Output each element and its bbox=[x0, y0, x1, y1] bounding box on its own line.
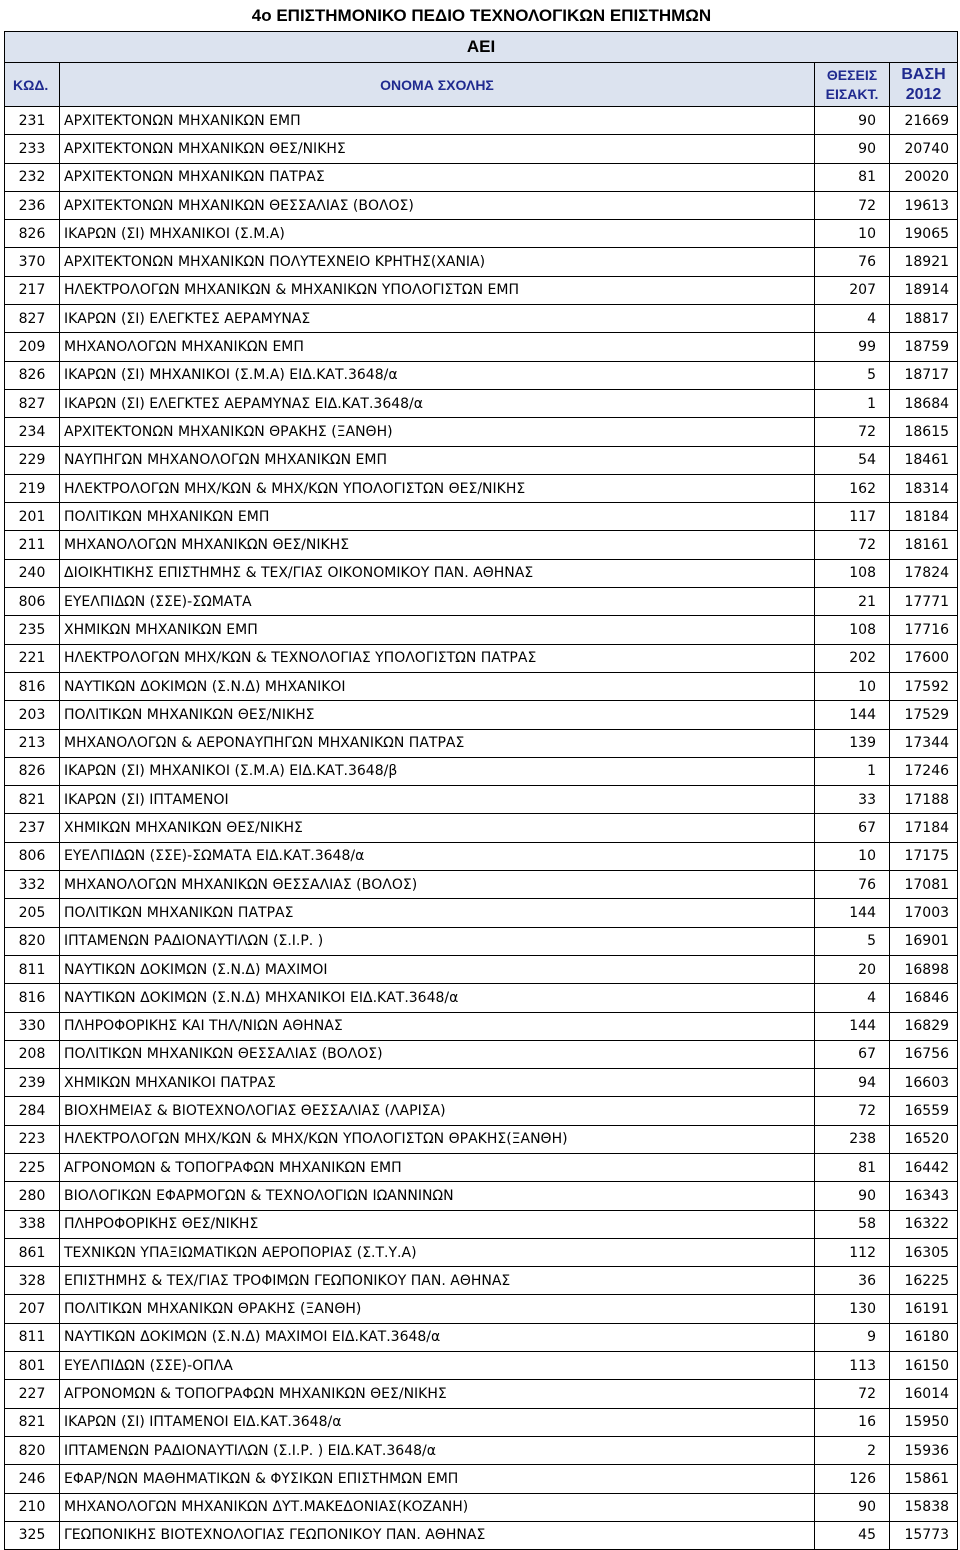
cell-seats: 20 bbox=[815, 955, 890, 983]
cell-score: 16180 bbox=[890, 1323, 958, 1351]
cell-score: 18184 bbox=[890, 503, 958, 531]
cell-school-name: ΒΙΟΛΟΓΙΚΩΝ ΕΦΑΡΜΟΓΩΝ & ΤΕΧΝΟΛΟΓΙΩΝ ΙΩΑΝΝΙΝΩΝ bbox=[60, 1182, 815, 1210]
cell-score: 20740 bbox=[890, 135, 958, 163]
table-row bbox=[5, 1097, 958, 1125]
cell-school-name: ΜΗΧΑΝΟΛΟΓΩΝ ΜΗΧΑΝΙΚΩΝ ΔΥΤ.ΜΑΚΕΔΟΝΙΑΣ(ΚΟΖΑΝΗ) bbox=[60, 1493, 815, 1521]
admissions-table bbox=[4, 31, 958, 1550]
cell-school-name: ΙΚΑΡΩΝ (ΣΙ) ΕΛΕΓΚΤΕΣ ΑΕΡΑΜΥΝΑΣ bbox=[60, 305, 815, 333]
table-row bbox=[5, 474, 958, 502]
cell-score: 17344 bbox=[890, 729, 958, 757]
cell-school-name: ΠΟΛΙΤΙΚΩΝ ΜΗΧΑΝΙΚΩΝ ΠΑΤΡΑΣ bbox=[60, 899, 815, 927]
table-row bbox=[5, 191, 958, 219]
cell-code: 234 bbox=[5, 418, 60, 446]
cell-seats: 130 bbox=[815, 1295, 890, 1323]
cell-school-name: ΝΑΥΤΙΚΩΝ ΔΟΚΙΜΩΝ (Σ.Ν.Δ) ΜΑΧΙΜΟΙ ΕΙΔ.ΚΑΤ.3648/α bbox=[60, 1323, 815, 1351]
cell-code: 338 bbox=[5, 1210, 60, 1238]
cell-school-name: ΒΙΟΧΗΜΕΙΑΣ & ΒΙΟΤΕΧΝΟΛΟΓΙΑΣ ΘΕΣΣΑΛΙΑΣ (ΛΑΡΙΣΑ) bbox=[60, 1097, 815, 1125]
table-subheader bbox=[5, 32, 958, 63]
cell-seats: 10 bbox=[815, 842, 890, 870]
cell-score: 17175 bbox=[890, 842, 958, 870]
cell-score: 16305 bbox=[890, 1238, 958, 1266]
cell-score: 16559 bbox=[890, 1097, 958, 1125]
table-row bbox=[5, 1408, 958, 1436]
header-seats-line2: ΕΙΣΑΚΤ. bbox=[825, 85, 879, 102]
cell-score: 15861 bbox=[890, 1465, 958, 1493]
cell-seats: 67 bbox=[815, 814, 890, 842]
table-row bbox=[5, 644, 958, 672]
cell-school-name: ΤΕΧΝΙΚΩΝ ΥΠΑΞΙΩΜΑΤΙΚΩΝ ΑΕΡΟΠΟΡΙΑΣ (Σ.Τ.Υ.Α) bbox=[60, 1238, 815, 1266]
cell-score: 19065 bbox=[890, 220, 958, 248]
cell-code: 328 bbox=[5, 1267, 60, 1295]
cell-code: 246 bbox=[5, 1465, 60, 1493]
table-row bbox=[5, 955, 958, 983]
table-row bbox=[5, 1380, 958, 1408]
cell-seats: 1 bbox=[815, 389, 890, 417]
cell-code: 325 bbox=[5, 1521, 60, 1549]
cell-seats: 10 bbox=[815, 672, 890, 700]
cell-code: 225 bbox=[5, 1153, 60, 1181]
cell-seats: 90 bbox=[815, 135, 890, 163]
cell-school-name: ΗΛΕΚΤΡΟΛΟΓΩΝ ΜΗΧ/ΚΩΝ & ΤΕΧΝΟΛΟΓΙΑΣ ΥΠΟΛΟΓΙΣΤΩΝ ΠΑΤΡΑΣ bbox=[60, 644, 815, 672]
cell-code: 820 bbox=[5, 927, 60, 955]
table-row bbox=[5, 1521, 958, 1549]
cell-seats: 4 bbox=[815, 984, 890, 1012]
cell-code: 203 bbox=[5, 701, 60, 729]
cell-code: 816 bbox=[5, 672, 60, 700]
table-row bbox=[5, 1125, 958, 1153]
cell-seats: 113 bbox=[815, 1352, 890, 1380]
cell-score: 16322 bbox=[890, 1210, 958, 1238]
cell-score: 18161 bbox=[890, 531, 958, 559]
cell-seats: 2 bbox=[815, 1436, 890, 1464]
cell-seats: 1 bbox=[815, 757, 890, 785]
cell-school-name: ΧΗΜΙΚΩΝ ΜΗΧΑΝΙΚΩΝ ΕΜΠ bbox=[60, 616, 815, 644]
cell-seats: 144 bbox=[815, 701, 890, 729]
cell-seats: 144 bbox=[815, 1012, 890, 1040]
cell-seats: 112 bbox=[815, 1238, 890, 1266]
cell-school-name: ΑΓΡΟΝΟΜΩΝ & ΤΟΠΟΓΡΑΦΩΝ ΜΗΧΑΝΙΚΩΝ ΕΜΠ bbox=[60, 1153, 815, 1181]
table-row bbox=[5, 1238, 958, 1266]
cell-score: 19613 bbox=[890, 191, 958, 219]
cell-score: 21669 bbox=[890, 107, 958, 135]
cell-score: 15950 bbox=[890, 1408, 958, 1436]
cell-seats: 117 bbox=[815, 503, 890, 531]
cell-code: 208 bbox=[5, 1040, 60, 1068]
cell-seats: 162 bbox=[815, 474, 890, 502]
header-score bbox=[890, 63, 958, 107]
cell-seats: 108 bbox=[815, 616, 890, 644]
cell-score: 18314 bbox=[890, 474, 958, 502]
cell-code: 201 bbox=[5, 503, 60, 531]
cell-school-name: ΔΙΟΙΚΗΤΙΚΗΣ ΕΠΙΣΤΗΜΗΣ & ΤΕΧ/ΓΙΑΣ ΟΙΚΟΝΟΜΙΚΟΥ ΠΑΝ. ΑΘΗΝΑΣ bbox=[60, 559, 815, 587]
cell-school-name: ΑΡΧΙΤΕΚΤΟΝΩΝ ΜΗΧΑΝΙΚΩΝ ΘΕΣΣΑΛΙΑΣ (ΒΟΛΟΣ) bbox=[60, 191, 815, 219]
cell-score: 17824 bbox=[890, 559, 958, 587]
table-row bbox=[5, 559, 958, 587]
cell-seats: 9 bbox=[815, 1323, 890, 1351]
cell-code: 221 bbox=[5, 644, 60, 672]
cell-code: 801 bbox=[5, 1352, 60, 1380]
table-row bbox=[5, 1295, 958, 1323]
table-row bbox=[5, 814, 958, 842]
cell-score: 18684 bbox=[890, 389, 958, 417]
cell-code: 806 bbox=[5, 588, 60, 616]
cell-seats: 36 bbox=[815, 1267, 890, 1295]
header-score-line1: ΒΑΣΗ bbox=[901, 65, 946, 83]
cell-seats: 10 bbox=[815, 220, 890, 248]
page-title: 4ο ΕΠΙΣΤΗΜΟΝΙΚΟ ΠΕΔΙΟ ΤΕΧΝΟΛΟΓΙΚΩΝ ΕΠΙΣΤΗΜΩΝ bbox=[251, 6, 712, 25]
cell-school-name: ΑΡΧΙΤΕΚΤΟΝΩΝ ΜΗΧΑΝΙΚΩΝ ΠΟΛΥΤΕΧΝΕΙΟ ΚΡΗΤΗΣ(ΧΑΝΙΑ) bbox=[60, 248, 815, 276]
cell-school-name: ΙΚΑΡΩΝ (ΣΙ) ΜΗΧΑΝΙΚΟΙ (Σ.Μ.Α) ΕΙΔ.ΚΑΤ.3648/α bbox=[60, 361, 815, 389]
table-row bbox=[5, 1267, 958, 1295]
table-row bbox=[5, 333, 958, 361]
cell-score: 16829 bbox=[890, 1012, 958, 1040]
cell-score: 16901 bbox=[890, 927, 958, 955]
cell-score: 17600 bbox=[890, 644, 958, 672]
cell-school-name: ΠΟΛΙΤΙΚΩΝ ΜΗΧΑΝΙΚΩΝ ΘΕΣΣΑΛΙΑΣ (ΒΟΛΟΣ) bbox=[60, 1040, 815, 1068]
table-row bbox=[5, 672, 958, 700]
cell-seats: 76 bbox=[815, 248, 890, 276]
cell-seats: 144 bbox=[815, 899, 890, 927]
cell-code: 229 bbox=[5, 446, 60, 474]
cell-school-name: ΑΡΧΙΤΕΚΤΟΝΩΝ ΜΗΧΑΝΙΚΩΝ ΕΜΠ bbox=[60, 107, 815, 135]
cell-school-name: ΠΟΛΙΤΙΚΩΝ ΜΗΧΑΝΙΚΩΝ ΘΕΣ/ΝΙΚΗΣ bbox=[60, 701, 815, 729]
cell-code: 806 bbox=[5, 842, 60, 870]
cell-school-name: ΓΕΩΠΟΝΙΚΗΣ ΒΙΟΤΕΧΝΟΛΟΓΙΑΣ ΓΕΩΠΟΝΙΚΟΥ ΠΑΝ. ΑΘΗΝΑΣ bbox=[60, 1521, 815, 1549]
cell-school-name: ΜΗΧΑΝΟΛΟΓΩΝ ΜΗΧΑΝΙΚΩΝ ΘΕΣ/ΝΙΚΗΣ bbox=[60, 531, 815, 559]
table-row bbox=[5, 1040, 958, 1068]
cell-score: 17188 bbox=[890, 786, 958, 814]
cell-seats: 5 bbox=[815, 927, 890, 955]
cell-seats: 72 bbox=[815, 418, 890, 446]
cell-score: 17003 bbox=[890, 899, 958, 927]
cell-code: 205 bbox=[5, 899, 60, 927]
cell-school-name: ΙΠΤΑΜΕΝΩΝ ΡΑΔΙΟΝΑΥΤΙΛΩΝ (Σ.Ι.Ρ. ) bbox=[60, 927, 815, 955]
table-row bbox=[5, 899, 958, 927]
table-row bbox=[5, 1465, 958, 1493]
cell-school-name: ΕΥΕΛΠΙΔΩΝ (ΣΣΕ)-ΟΠΛΑ bbox=[60, 1352, 815, 1380]
cell-seats: 202 bbox=[815, 644, 890, 672]
header-seats-line1: ΘΕΣΕΙΣ bbox=[826, 66, 878, 83]
table-row bbox=[5, 729, 958, 757]
table-body bbox=[5, 107, 958, 1550]
header-seats bbox=[815, 63, 890, 107]
table-row bbox=[5, 107, 958, 135]
cell-school-name: ΝΑΥΠΗΓΩΝ ΜΗΧΑΝΟΛΟΓΩΝ ΜΗΧΑΝΙΚΩΝ ΕΜΠ bbox=[60, 446, 815, 474]
cell-code: 821 bbox=[5, 786, 60, 814]
table-row bbox=[5, 276, 958, 304]
cell-seats: 54 bbox=[815, 446, 890, 474]
cell-school-name: ΕΦΑΡ/ΝΩΝ ΜΑΘΗΜΑΤΙΚΩΝ & ΦΥΣΙΚΩΝ ΕΠΙΣΤΗΜΩΝ ΕΜΠ bbox=[60, 1465, 815, 1493]
cell-seats: 72 bbox=[815, 531, 890, 559]
cell-score: 20020 bbox=[890, 163, 958, 191]
cell-seats: 99 bbox=[815, 333, 890, 361]
cell-code: 227 bbox=[5, 1380, 60, 1408]
cell-school-name: ΙΚΑΡΩΝ (ΣΙ) ΕΛΕΓΚΤΕΣ ΑΕΡΑΜΥΝΑΣ ΕΙΔ.ΚΑΤ.3648/α bbox=[60, 389, 815, 417]
cell-seats: 4 bbox=[815, 305, 890, 333]
cell-code: 211 bbox=[5, 531, 60, 559]
cell-school-name: ΑΡΧΙΤΕΚΤΟΝΩΝ ΜΗΧΑΝΙΚΩΝ ΘΕΣ/ΝΙΚΗΣ bbox=[60, 135, 815, 163]
table-row bbox=[5, 531, 958, 559]
table-row bbox=[5, 786, 958, 814]
table-row bbox=[5, 1153, 958, 1181]
cell-score: 17592 bbox=[890, 672, 958, 700]
cell-seats: 139 bbox=[815, 729, 890, 757]
cell-seats: 207 bbox=[815, 276, 890, 304]
table-row bbox=[5, 927, 958, 955]
cell-score: 15773 bbox=[890, 1521, 958, 1549]
cell-score: 16898 bbox=[890, 955, 958, 983]
table-row bbox=[5, 616, 958, 644]
cell-school-name: ΙΚΑΡΩΝ (ΣΙ) ΜΗΧΑΝΙΚΟΙ (Σ.Μ.Α) ΕΙΔ.ΚΑΤ.3648/β bbox=[60, 757, 815, 785]
table-row bbox=[5, 842, 958, 870]
cell-score: 17184 bbox=[890, 814, 958, 842]
cell-score: 16846 bbox=[890, 984, 958, 1012]
table-row bbox=[5, 1352, 958, 1380]
cell-code: 210 bbox=[5, 1493, 60, 1521]
cell-school-name: ΝΑΥΤΙΚΩΝ ΔΟΚΙΜΩΝ (Σ.Ν.Δ) ΜΑΧΙΜΟΙ bbox=[60, 955, 815, 983]
cell-school-name: ΗΛΕΚΤΡΟΛΟΓΩΝ ΜΗΧ/ΚΩΝ & ΜΗΧ/ΚΩΝ ΥΠΟΛΟΓΙΣΤΩΝ ΘΕΣ/ΝΙΚΗΣ bbox=[60, 474, 815, 502]
cell-school-name: ΝΑΥΤΙΚΩΝ ΔΟΚΙΜΩΝ (Σ.Ν.Δ) ΜΗΧΑΝΙΚΟΙ bbox=[60, 672, 815, 700]
cell-score: 16191 bbox=[890, 1295, 958, 1323]
cell-score: 16520 bbox=[890, 1125, 958, 1153]
table-row bbox=[5, 361, 958, 389]
cell-code: 207 bbox=[5, 1295, 60, 1323]
table-row bbox=[5, 418, 958, 446]
cell-school-name: ΠΛΗΡΟΦΟΡΙΚΗΣ ΚΑΙ ΤΗΛ/ΝΙΩΝ ΑΘΗΝΑΣ bbox=[60, 1012, 815, 1040]
cell-code: 237 bbox=[5, 814, 60, 842]
cell-school-name: ΝΑΥΤΙΚΩΝ ΔΟΚΙΜΩΝ (Σ.Ν.Δ) ΜΗΧΑΝΙΚΟΙ ΕΙΔ.ΚΑΤ.3648/α bbox=[60, 984, 815, 1012]
cell-seats: 72 bbox=[815, 1097, 890, 1125]
institution-type: ΑΕΙ bbox=[5, 32, 958, 63]
cell-code: 811 bbox=[5, 1323, 60, 1351]
cell-seats: 238 bbox=[815, 1125, 890, 1153]
cell-school-name: ΙΠΤΑΜΕΝΩΝ ΡΑΔΙΟΝΑΥΤΙΛΩΝ (Σ.Ι.Ρ. ) ΕΙΔ.ΚΑΤ.3648/α bbox=[60, 1436, 815, 1464]
cell-score: 16014 bbox=[890, 1380, 958, 1408]
cell-school-name: ΠΛΗΡΟΦΟΡΙΚΗΣ ΘΕΣ/ΝΙΚΗΣ bbox=[60, 1210, 815, 1238]
table-row bbox=[5, 1323, 958, 1351]
cell-seats: 58 bbox=[815, 1210, 890, 1238]
cell-score: 18817 bbox=[890, 305, 958, 333]
cell-code: 827 bbox=[5, 305, 60, 333]
cell-seats: 33 bbox=[815, 786, 890, 814]
cell-seats: 72 bbox=[815, 191, 890, 219]
cell-seats: 126 bbox=[815, 1465, 890, 1493]
cell-score: 16150 bbox=[890, 1352, 958, 1380]
cell-code: 826 bbox=[5, 361, 60, 389]
cell-school-name: ΙΚΑΡΩΝ (ΣΙ) ΙΠΤΑΜΕΝΟΙ ΕΙΔ.ΚΑΤ.3648/α bbox=[60, 1408, 815, 1436]
table-row bbox=[5, 220, 958, 248]
cell-school-name: ΑΡΧΙΤΕΚΤΟΝΩΝ ΜΗΧΑΝΙΚΩΝ ΠΑΤΡΑΣ bbox=[60, 163, 815, 191]
table-row bbox=[5, 305, 958, 333]
table-row bbox=[5, 1012, 958, 1040]
cell-seats: 81 bbox=[815, 1153, 890, 1181]
cell-seats: 81 bbox=[815, 163, 890, 191]
cell-code: 209 bbox=[5, 333, 60, 361]
cell-score: 15838 bbox=[890, 1493, 958, 1521]
cell-score: 18461 bbox=[890, 446, 958, 474]
cell-school-name: ΜΗΧΑΝΟΛΟΓΩΝ ΜΗΧΑΝΙΚΩΝ ΕΜΠ bbox=[60, 333, 815, 361]
cell-score: 17529 bbox=[890, 701, 958, 729]
cell-score: 16603 bbox=[890, 1069, 958, 1097]
cell-seats: 108 bbox=[815, 559, 890, 587]
table-row bbox=[5, 248, 958, 276]
cell-school-name: ΑΓΡΟΝΟΜΩΝ & ΤΟΠΟΓΡΑΦΩΝ ΜΗΧΑΝΙΚΩΝ ΘΕΣ/ΝΙΚΗΣ bbox=[60, 1380, 815, 1408]
cell-school-name: ΧΗΜΙΚΩΝ ΜΗΧΑΝΙΚΩΝ ΘΕΣ/ΝΙΚΗΣ bbox=[60, 814, 815, 842]
table-row bbox=[5, 1069, 958, 1097]
table-row bbox=[5, 871, 958, 899]
cell-score: 16343 bbox=[890, 1182, 958, 1210]
cell-code: 231 bbox=[5, 107, 60, 135]
cell-school-name: ΗΛΕΚΤΡΟΛΟΓΩΝ ΜΗΧΑΝΙΚΩΝ & ΜΗΧΑΝΙΚΩΝ ΥΠΟΛΟΓΙΣΤΩΝ ΕΜΠ bbox=[60, 276, 815, 304]
cell-code: 219 bbox=[5, 474, 60, 502]
cell-school-name: ΠΟΛΙΤΙΚΩΝ ΜΗΧΑΝΙΚΩΝ ΘΡΑΚΗΣ (ΞΑΝΘΗ) bbox=[60, 1295, 815, 1323]
table-row bbox=[5, 1436, 958, 1464]
table-row bbox=[5, 588, 958, 616]
table-row bbox=[5, 1210, 958, 1238]
cell-score: 16756 bbox=[890, 1040, 958, 1068]
cell-code: 217 bbox=[5, 276, 60, 304]
table-row bbox=[5, 163, 958, 191]
cell-seats: 45 bbox=[815, 1521, 890, 1549]
cell-school-name: ΑΡΧΙΤΕΚΤΟΝΩΝ ΜΗΧΑΝΙΚΩΝ ΘΡΑΚΗΣ (ΞΑΝΘΗ) bbox=[60, 418, 815, 446]
column-header-row bbox=[5, 63, 958, 107]
table-row bbox=[5, 446, 958, 474]
cell-seats: 76 bbox=[815, 871, 890, 899]
table-row bbox=[5, 701, 958, 729]
cell-seats: 94 bbox=[815, 1069, 890, 1097]
cell-seats: 16 bbox=[815, 1408, 890, 1436]
cell-school-name: ΕΥΕΛΠΙΔΩΝ (ΣΣΕ)-ΣΩΜΑΤΑ ΕΙΔ.ΚΑΤ.3648/α bbox=[60, 842, 815, 870]
table-row bbox=[5, 984, 958, 1012]
cell-code: 330 bbox=[5, 1012, 60, 1040]
cell-score: 15936 bbox=[890, 1436, 958, 1464]
cell-code: 811 bbox=[5, 955, 60, 983]
table-row bbox=[5, 389, 958, 417]
cell-code: 236 bbox=[5, 191, 60, 219]
table-row bbox=[5, 1182, 958, 1210]
cell-code: 370 bbox=[5, 248, 60, 276]
cell-score: 17771 bbox=[890, 588, 958, 616]
cell-code: 232 bbox=[5, 163, 60, 191]
cell-code: 223 bbox=[5, 1125, 60, 1153]
table-row bbox=[5, 757, 958, 785]
table-row bbox=[5, 503, 958, 531]
cell-school-name: ΧΗΜΙΚΩΝ ΜΗΧΑΝΙΚΟΙ ΠΑΤΡΑΣ bbox=[60, 1069, 815, 1097]
cell-score: 17246 bbox=[890, 757, 958, 785]
cell-seats: 72 bbox=[815, 1380, 890, 1408]
cell-code: 861 bbox=[5, 1238, 60, 1266]
cell-code: 284 bbox=[5, 1097, 60, 1125]
cell-school-name: ΕΥΕΛΠΙΔΩΝ (ΣΣΕ)-ΣΩΜΑΤΑ bbox=[60, 588, 815, 616]
header-score-line2: 2012 bbox=[905, 85, 942, 103]
cell-code: 239 bbox=[5, 1069, 60, 1097]
cell-code: 233 bbox=[5, 135, 60, 163]
cell-code: 826 bbox=[5, 757, 60, 785]
cell-seats: 90 bbox=[815, 1182, 890, 1210]
cell-score: 16225 bbox=[890, 1267, 958, 1295]
cell-school-name: ΙΚΑΡΩΝ (ΣΙ) ΜΗΧΑΝΙΚΟΙ (Σ.Μ.Α) bbox=[60, 220, 815, 248]
cell-seats: 5 bbox=[815, 361, 890, 389]
cell-school-name: ΙΚΑΡΩΝ (ΣΙ) ΙΠΤΑΜΕΝΟΙ bbox=[60, 786, 815, 814]
cell-score: 18921 bbox=[890, 248, 958, 276]
cell-code: 821 bbox=[5, 1408, 60, 1436]
cell-school-name: ΜΗΧΑΝΟΛΟΓΩΝ ΜΗΧΑΝΙΚΩΝ ΘΕΣΣΑΛΙΑΣ (ΒΟΛΟΣ) bbox=[60, 871, 815, 899]
cell-seats: 21 bbox=[815, 588, 890, 616]
cell-seats: 67 bbox=[815, 1040, 890, 1068]
cell-code: 332 bbox=[5, 871, 60, 899]
cell-code: 213 bbox=[5, 729, 60, 757]
cell-score: 18615 bbox=[890, 418, 958, 446]
cell-school-name: ΜΗΧΑΝΟΛΟΓΩΝ & ΑΕΡΟΝΑΥΠΗΓΩΝ ΜΗΧΑΝΙΚΩΝ ΠΑΤΡΑΣ bbox=[60, 729, 815, 757]
cell-score: 18717 bbox=[890, 361, 958, 389]
table-row bbox=[5, 135, 958, 163]
cell-school-name: ΗΛΕΚΤΡΟΛΟΓΩΝ ΜΗΧ/ΚΩΝ & ΜΗΧ/ΚΩΝ ΥΠΟΛΟΓΙΣΤΩΝ ΘΡΑΚΗΣ(ΞΑΝΘΗ) bbox=[60, 1125, 815, 1153]
cell-school-name: ΠΟΛΙΤΙΚΩΝ ΜΗΧΑΝΙΚΩΝ ΕΜΠ bbox=[60, 503, 815, 531]
cell-code: 816 bbox=[5, 984, 60, 1012]
cell-score: 17716 bbox=[890, 616, 958, 644]
header-code: ΚΩΔ. bbox=[5, 63, 60, 107]
cell-seats: 90 bbox=[815, 107, 890, 135]
cell-score: 17081 bbox=[890, 871, 958, 899]
cell-score: 16442 bbox=[890, 1153, 958, 1181]
table-row bbox=[5, 1493, 958, 1521]
cell-code: 820 bbox=[5, 1436, 60, 1464]
cell-seats: 90 bbox=[815, 1493, 890, 1521]
cell-code: 827 bbox=[5, 389, 60, 417]
cell-code: 240 bbox=[5, 559, 60, 587]
cell-code: 280 bbox=[5, 1182, 60, 1210]
cell-score: 18759 bbox=[890, 333, 958, 361]
cell-score: 18914 bbox=[890, 276, 958, 304]
cell-school-name: ΕΠΙΣΤΗΜΗΣ & ΤΕΧ/ΓΙΑΣ ΤΡΟΦΙΜΩΝ ΓΕΩΠΟΝΙΚΟΥ ΠΑΝ. ΑΘΗΝΑΣ bbox=[60, 1267, 815, 1295]
cell-code: 826 bbox=[5, 220, 60, 248]
cell-code: 235 bbox=[5, 616, 60, 644]
header-school-name: ΟΝΟΜΑ ΣΧΟΛΗΣ bbox=[60, 63, 815, 107]
